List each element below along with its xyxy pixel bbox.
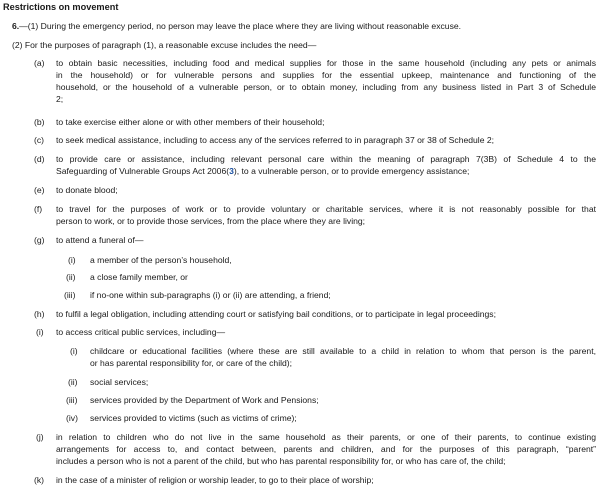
item-a-line-2: in the household) or for vulnerable persons and supplies for the essential upkeep, maintenance and functioning of the [56,70,596,80]
item-d-line-2-end: ), to a vulnerable person, or to provide emergency assistance; [233,166,470,176]
item-a-line-3: household, or the household of a vulnerable person, or to obtain money, including from any business listed in Part 3 of Schedule [56,82,596,92]
item-i-iii-label: (iii) [66,395,78,405]
item-f-line-1: to travel for the purposes of work or to provide voluntary or charitable services, where it is not reasonably possible for that [56,204,596,214]
paragraph-6 [12,21,461,32]
item-i-iv-label: (iv) [66,413,78,423]
item-i-ii-label: (ii) [68,377,78,387]
item-g-text: to attend a funeral of— [56,235,144,245]
item-d-label: (d) [34,154,45,164]
item-h-label: (h) [34,309,45,319]
item-j-label: (j) [36,432,44,442]
footnote-3-link[interactable]: 3 [229,166,234,176]
item-b-label: (b) [34,117,45,127]
item-j-line-2: arrangements for access to, and contact between, parents and children, and for the purposes of this paragraph, “parent” [56,444,596,454]
item-i-text: to access critical public services, including— [56,327,226,337]
paragraph-6-text: —(1) During the emergency period, no person may leave the place where they are living without reasonable excuse. [19,21,462,31]
item-a-line-4: 2; [56,94,64,104]
item-e-label: (e) [34,185,45,195]
item-b-text: to take exercise either alone or with other members of their household; [56,117,325,127]
item-c-text: to seek medical assistance, including to access any of the services referred to in paragraph 37 or 38 of Schedule 2; [56,135,495,145]
item-i-i-line-2: or has parental responsibility for, or care of the child); [90,358,293,368]
item-e-text: to donate blood; [56,185,118,195]
item-i-label: (i) [36,327,44,337]
item-d-line-1: to provide care or assistance, including relevant personal care within the meaning of paragraph 7(3B) of Schedule 4 to the [56,154,596,164]
item-k-label: (k) [34,475,45,485]
section-heading: Restrictions on movement [3,2,119,12]
item-h-text: to fulfil a legal obligation, including attending court or satisfying bail conditions, or to participate in legal proceedings; [56,309,496,319]
item-i-ii-text: social services; [90,377,149,387]
item-i-iv-text: services provided to victims (such as victims of crime); [90,413,297,423]
item-g-label: (g) [34,235,45,245]
item-i-iii-text: services provided by the Department of Work and Pensions; [90,395,319,405]
item-d-line-2 [56,166,469,177]
item-g-i-text: a member of the person’s household, [90,255,232,265]
item-d-line-2-start: Safeguarding of Vulnerable Groups Act 2006( [56,166,230,176]
item-f-line-2: person to work, or to provide those services, from the place where they are living; [56,216,366,226]
item-c-label: (c) [34,135,45,145]
item-g-ii-label: (ii) [66,272,76,282]
item-g-ii-text: a close family member, or [90,272,188,282]
item-f-label: (f) [34,204,43,214]
paragraph-2-intro: (2) For the purposes of paragraph (1), a reasonable excuse includes the need— [12,40,317,50]
item-g-i-label: (i) [68,255,76,265]
item-i-i-line-1: childcare or educational facilities (where these are still available to a child in relation to whom that person is the parent, [90,346,596,356]
item-k-text: in the case of a minister of religion or worship leader, to go to their place of worship; [56,475,374,485]
item-a-line-1: to obtain basic necessities, including food and medical supplies for those in the same household (including any pets or animals [56,58,596,68]
item-j-line-1: in relation to children who do not live in the same household as their parents, or one of their parents, to continue existing [56,432,596,442]
item-g-iii-label: (iii) [64,290,76,300]
item-j-line-3: includes a person who is not a parent of the child, but who has parental responsibility for, or who has care of, the child; [56,456,506,466]
item-a-label: (a) [34,58,45,68]
item-g-iii-text: if no-one within sub-paragraphs (i) or (ii) are attending, a friend; [90,290,331,300]
paragraph-number: 6. [12,21,20,31]
item-i-i-label: (i) [70,346,78,356]
